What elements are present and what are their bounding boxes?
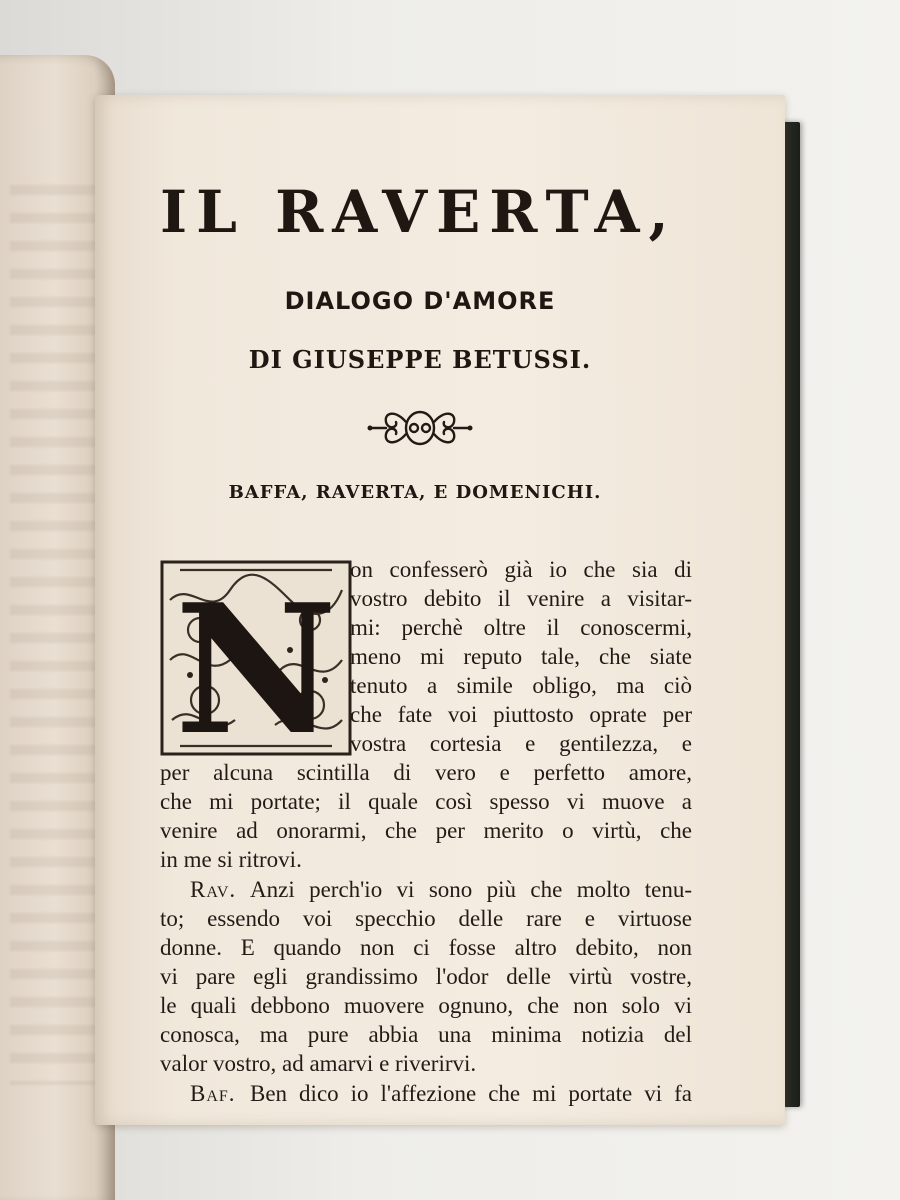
book-title: IL RAVERTA, bbox=[160, 178, 678, 246]
text-line: to; essendo voi specchio delle rare e virtuose bbox=[160, 906, 692, 931]
text-line: vi pare egli grandissimo l'odor delle virtù vostre, bbox=[160, 964, 692, 989]
dialogue-speakers: BAFFA, RAVERTA, E DOMENICHI. bbox=[228, 482, 602, 503]
text-line: on confesserò già io che sia di bbox=[350, 557, 692, 582]
text-line: le quali debbono muovere ognuno, che non solo vi bbox=[160, 993, 692, 1018]
text-line: Ben dico io l'affezione che mi portate vi fa bbox=[250, 1081, 692, 1106]
speaker-tag-rav: Rav. bbox=[190, 877, 237, 902]
text-line: in me si ritrovi. bbox=[160, 847, 302, 872]
text-line: che fate voi piuttosto oprate per bbox=[350, 702, 692, 727]
text-line: venire ad onorarmi, che per merito o virtù, che bbox=[160, 818, 692, 843]
text-line: conosca, ma pure abbia una minima notizia del bbox=[160, 1022, 692, 1047]
text-line: che mi portate; il quale così spesso vi muove a bbox=[160, 789, 692, 814]
text-line: tenuto a simile obligo, ma ciò bbox=[350, 673, 692, 698]
fleuron-ornament-icon bbox=[366, 402, 474, 454]
text-line: vostro debito il venire a visitar- bbox=[350, 586, 692, 611]
text-line: valor vostro, ad amarvi e riverirvi. bbox=[160, 1051, 477, 1076]
speaker-tag-baf: Baf. bbox=[190, 1081, 236, 1106]
text-line: mi: perchè oltre il conoscermi, bbox=[350, 615, 692, 640]
book-subtitle: DIALOGO D'AMORE bbox=[284, 287, 556, 315]
text-line: vostra cortesia e gentilezza, e bbox=[350, 731, 692, 756]
book-author: DI GIUSEPPE BETUSSI. bbox=[248, 345, 592, 374]
text-line: per alcuna scintilla di vero e perfetto amore, bbox=[160, 760, 692, 785]
text-line: meno mi reputo tale, che siate bbox=[350, 644, 692, 669]
left-page-faded-text bbox=[10, 185, 100, 1085]
dropcap-letter: N bbox=[174, 565, 338, 756]
text-line: Anzi perch'io vi sono più che molto tenu- bbox=[250, 877, 692, 902]
decorated-initial-n-icon bbox=[160, 560, 352, 756]
text-line: donne. E quando non ci fosse altro debito, non bbox=[160, 935, 692, 960]
